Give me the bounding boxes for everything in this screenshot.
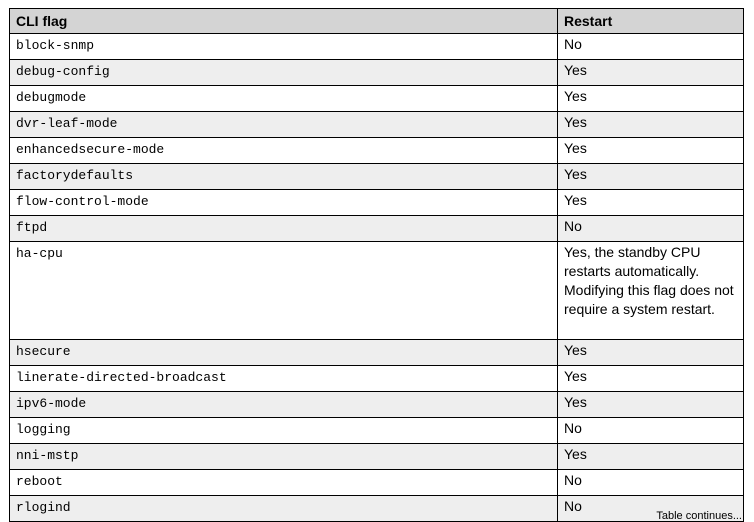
table-row: [10, 60, 744, 86]
table-header-row: [10, 9, 744, 34]
cli-flag-cell: debugmode: [10, 86, 558, 112]
cli-flag-cell: block-snmp: [10, 34, 558, 60]
cli-flag-cell: linerate-directed-broadcast: [10, 366, 558, 392]
table-row: [10, 366, 744, 392]
cli-flag-cell: factorydefaults: [10, 164, 558, 190]
header-cli-flag: CLI flag: [10, 9, 558, 34]
header-restart: Restart: [558, 9, 744, 34]
table-row: [10, 190, 744, 216]
table-row: [10, 470, 744, 496]
restart-cell: No: [558, 216, 744, 242]
table-row: [10, 418, 744, 444]
restart-cell: Yes: [558, 444, 744, 470]
restart-cell: No: [558, 496, 744, 522]
cli-flag-table: [9, 8, 744, 522]
cli-flag-cell: nni-mstp: [10, 444, 558, 470]
table-continues-note: Table continues...: [656, 510, 742, 522]
restart-cell: No: [558, 470, 744, 496]
restart-cell: Yes: [558, 60, 744, 86]
table-row: [10, 112, 744, 138]
cli-flag-cell: reboot: [10, 470, 558, 496]
cli-flag-cell: dvr-leaf-mode: [10, 112, 558, 138]
table-row: [10, 340, 744, 366]
restart-cell: Yes: [558, 86, 744, 112]
restart-cell: Yes: [558, 138, 744, 164]
restart-cell: Yes: [558, 190, 744, 216]
restart-cell: Yes: [558, 392, 744, 418]
table-row: [10, 138, 744, 164]
restart-cell: Yes: [558, 112, 744, 138]
restart-cell: Yes: [558, 164, 744, 190]
table-row: [10, 34, 744, 60]
table-row: [10, 242, 744, 340]
cli-flag-cell: flow-control-mode: [10, 190, 558, 216]
cli-flag-cell: hsecure: [10, 340, 558, 366]
table-row: [10, 392, 744, 418]
restart-cell: Yes: [558, 366, 744, 392]
restart-cell: Yes: [558, 340, 744, 366]
table-row: [10, 86, 744, 112]
cli-flag-cell: ftpd: [10, 216, 558, 242]
cli-flag-cell: enhancedsecure-mode: [10, 138, 558, 164]
cli-flag-cell: rlogind: [10, 496, 558, 522]
cli-flag-cell: ipv6-mode: [10, 392, 558, 418]
cli-flag-cell: ha-cpu: [10, 242, 558, 340]
cli-flag-cell: debug-config: [10, 60, 558, 86]
table-row: [10, 164, 744, 190]
restart-cell: No: [558, 418, 744, 444]
cli-flag-cell: logging: [10, 418, 558, 444]
restart-cell: No: [558, 34, 744, 60]
table-row: [10, 444, 744, 470]
restart-cell: Yes, the standby CPU restarts automatically. Modifying this flag does not require a system restart.: [558, 242, 744, 340]
table-row: [10, 216, 744, 242]
